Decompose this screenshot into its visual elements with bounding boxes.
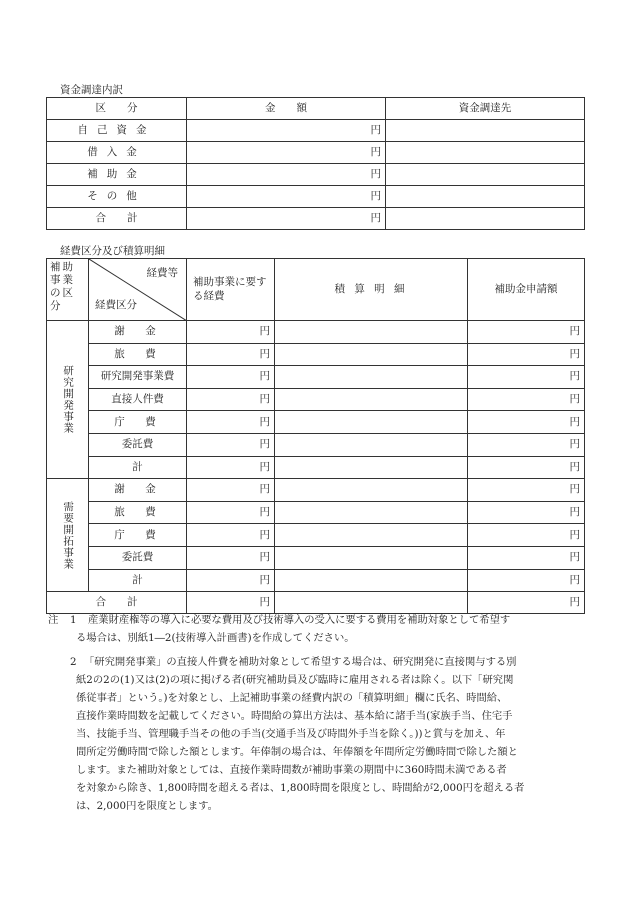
diag-top-label: 経費等 (146, 267, 178, 279)
yen-cell: 円 (187, 569, 275, 592)
yen-cell: 円 (468, 321, 585, 344)
cost-detail-table (46, 258, 585, 614)
subtotal-label: 計 (89, 569, 187, 592)
note-2-line: は、2,000円を限度とします。 (76, 800, 218, 812)
item-label: 旅 費 (89, 343, 187, 366)
yen-cell: 円 (468, 388, 585, 411)
yen-cell: 円 (468, 524, 585, 547)
yen-cell: 円 (468, 343, 585, 366)
yen-cell: 円 (187, 479, 275, 502)
detail-cell (275, 501, 468, 524)
note-2-line: 間所定労働時間で除した額とします。年俸制の場合は、年俸額を年間所定労働時間で除した額と (76, 746, 518, 758)
row-label: その他 (47, 186, 187, 208)
amount-cell: 円 (187, 208, 386, 230)
source-cell (386, 164, 585, 186)
yen-cell: 円 (187, 592, 275, 614)
yen-cell: 円 (468, 456, 585, 479)
diagonal-header (89, 259, 187, 321)
amount-cell: 円 (187, 186, 386, 208)
detail-cell (275, 433, 468, 456)
yen-cell: 円 (187, 411, 275, 434)
source-cell (386, 208, 585, 230)
amount-cell: 円 (187, 120, 386, 142)
source-cell (386, 120, 585, 142)
note-2-line: 「研究開発事業」の直接人件費を補助対象として希望する場合は、研究開発に直接関与する別 (84, 656, 517, 668)
note-1-line: 産業財産権等の導入に必要な費用及び技術導入の受入に要する費用を補助対象として希望す (88, 614, 511, 626)
detail-cell (275, 524, 468, 547)
funding-breakdown-title: 資金調達内訳 (60, 84, 123, 96)
note-2-line: 係従事者」という。)を対象とし、上記補助事業の経費内訳の「積算明細」欄に氏名、時間給、 (76, 692, 508, 704)
header-source: 資金調達先 (386, 98, 585, 120)
cost-detail-title: 経費区分及び積算明細 (60, 245, 165, 257)
detail-cell (275, 321, 468, 344)
group-label-rd: 研究開発事業 (47, 321, 89, 479)
funding-breakdown-table (46, 97, 585, 230)
header-apply-amount: 補助金申請額 (468, 259, 585, 321)
yen-cell: 円 (187, 546, 275, 569)
detail-cell (275, 456, 468, 479)
detail-cell (275, 569, 468, 592)
row-label: 合 計 (47, 208, 187, 230)
yen-cell: 円 (468, 366, 585, 389)
note-2-line: 紙2の2の(1)又は(2)の項に掲げる者(研究補助員及び臨時に雇用される者は除く。以下「研究関 (76, 674, 514, 686)
header-calc-detail: 積 算 明 細 (275, 259, 468, 321)
note-1-line: る場合は、別紙1―2(技術導入計画書)を作成してください。 (76, 632, 355, 644)
header-amount: 金 額 (187, 98, 386, 120)
note-2-line: 当、技能手当、管理職手当その他の手当(交通手当及び時間外手当を除く。))と賞与を加え、年 (76, 728, 506, 740)
header-category: 区 分 (47, 98, 187, 120)
note-2-line: 直接作業時間数を記載してください。時間給の算出方法は、基本給に諸手当(家族手当、住宅手 (76, 710, 513, 722)
item-label: 庁 費 (89, 524, 187, 547)
item-label: 旅 費 (89, 501, 187, 524)
yen-cell: 円 (468, 546, 585, 569)
source-cell (386, 186, 585, 208)
detail-cell (275, 546, 468, 569)
note-2-number: 2 (70, 656, 77, 668)
item-label: 謝 金 (89, 321, 187, 344)
note-1-number: 1 (70, 614, 77, 626)
item-label: 謝 金 (89, 479, 187, 502)
subtotal-label: 計 (89, 456, 187, 479)
detail-cell (275, 343, 468, 366)
row-label: 借入金 (47, 142, 187, 164)
yen-cell: 円 (187, 388, 275, 411)
header-required-cost: 補助事業に要する経費 (187, 259, 275, 321)
detail-cell (275, 479, 468, 502)
item-label: 研究開発事業費 (89, 366, 187, 389)
yen-cell: 円 (468, 479, 585, 502)
item-label: 庁 費 (89, 411, 187, 434)
amount-cell: 円 (187, 142, 386, 164)
item-label: 直接人件費 (89, 388, 187, 411)
yen-cell: 円 (187, 343, 275, 366)
project-division-header: 補助事業の区分 (47, 259, 89, 321)
notes-label: 注 (48, 614, 59, 626)
source-cell (386, 142, 585, 164)
yen-cell: 円 (468, 592, 585, 614)
group-label-market: 需要開拓事業 (47, 479, 89, 592)
grand-total-label: 合 計 (47, 592, 187, 614)
row-label: 自己資金 (47, 120, 187, 142)
detail-cell (275, 592, 468, 614)
yen-cell: 円 (468, 411, 585, 434)
yen-cell: 円 (187, 524, 275, 547)
detail-cell (275, 388, 468, 411)
yen-cell: 円 (468, 569, 585, 592)
diag-bottom-label: 経費区分 (95, 298, 137, 311)
detail-cell (275, 411, 468, 434)
note-2-line: を対象から除き、1,800時間を超える者は、1,800時間を限度とし、時間給が2,000円を超える者 (76, 782, 525, 794)
row-label: 補助金 (47, 164, 187, 186)
yen-cell: 円 (187, 321, 275, 344)
amount-cell: 円 (187, 164, 386, 186)
yen-cell: 円 (187, 433, 275, 456)
item-label: 委託費 (89, 433, 187, 456)
yen-cell: 円 (468, 433, 585, 456)
yen-cell: 円 (187, 456, 275, 479)
yen-cell: 円 (187, 501, 275, 524)
detail-cell (275, 366, 468, 389)
yen-cell: 円 (187, 366, 275, 389)
note-2-line: します。また補助対象としては、直接作業時間数が補助事業の期間中に360時間未満である者 (76, 764, 507, 776)
yen-cell: 円 (468, 501, 585, 524)
item-label: 委託費 (89, 546, 187, 569)
